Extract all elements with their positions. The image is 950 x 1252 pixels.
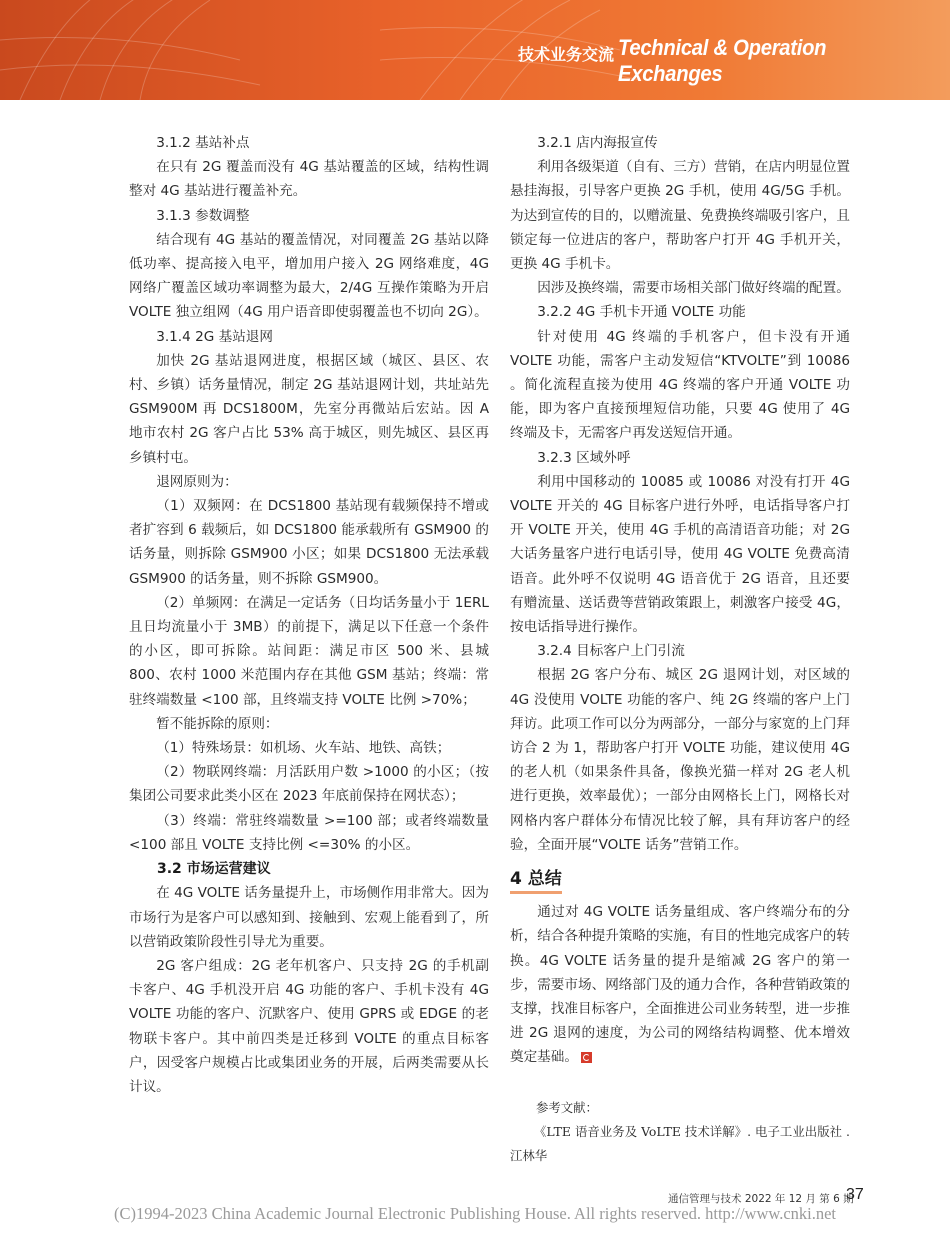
section-heading-4: 4 总结 bbox=[510, 867, 562, 894]
page-number: 37 bbox=[846, 1186, 864, 1203]
paragraph: 利用中国移动的 10085 或 10086 对没有打开 4G VOLTE 开关的 4G 目标客户进行外呼，电话指导客户打开 VOLTE 开关，使用 4G 手机的高清语音功能；对 2G 大话务量客户进行电话引导，使用 4G VOLTE 免费高清语音。此外呼不仅说明 4G 语音优于 2G 语音，且还要有赠流量、送话费等营销政策跟上，刺激客户接受 4G，按电话指导进行操作。 bbox=[510, 473, 850, 636]
subheading-3-2-2: 3.2.2 4G 手机卡开通 VOLTE 功能 bbox=[537, 304, 746, 321]
footer-journal-info: 通信管理与技术 2022 年 12 月 第 6 期 bbox=[668, 1193, 854, 1205]
section-heading-3-2: 3.2 市场运营建议 bbox=[157, 861, 271, 878]
paragraph: 因涉及换终端，需要市场相关部门做好终端的配置。 bbox=[537, 280, 850, 297]
paragraph: 暂不能拆除的原则： bbox=[156, 715, 279, 732]
section-label-en: Technical & Operation Exchanges bbox=[618, 35, 827, 86]
subheading-3-2-1: 3.2.1 店内海报宣传 bbox=[537, 135, 658, 151]
subheading-3-2-3: 3.2.3 区域外呼 bbox=[537, 449, 631, 466]
paragraph: 退网原则为： bbox=[156, 473, 238, 490]
subheading-3-1-2: 3.1.2 基站补点 bbox=[156, 135, 250, 151]
paragraph: 在只有 2G 覆盖而没有 4G 基站覆盖的区域，结构性调整对 4G 基站进行覆盖补充。 bbox=[129, 159, 489, 200]
paragraph: 结合现有 4G 基站的覆盖情况，对同覆盖 2G 基站以降低功率、提高接入电平，增加用户接入 2G 网络难度，4G 网络广覆盖区域功率调整为最大，2/4G 互操作策略为开启 VOLTE 独立组网（4G 用户语音即使弱覆盖也不切向 2G）。 bbox=[129, 231, 489, 321]
section-label-cn: 技术业务交流 bbox=[518, 45, 615, 64]
paragraph: 加快 2G 基站退网进度，根据区域（城区、县区、农村、乡镇）话务量情况，制定 2G 基站退网计划，共址站先 GSM900M 再 DCS1800M，先室分再微站后宏站。因 A 地市农村 2G 客户占比 53% 高于城区，则先城区、县区再乡镇村屯。 bbox=[129, 352, 489, 466]
end-of-article-icon bbox=[581, 1052, 592, 1063]
subheading-3-2-4: 3.2.4 目标客户上门引流 bbox=[537, 643, 685, 660]
left-column bbox=[129, 131, 489, 1099]
list-item: （2）单频网：在满足一定话务（日均话务量小于 1ERL 且日均流量小于 3MB）的前提下，满足以下任意一个条件的小区，即可拆除。站间距：满足市区 500 米、县城 800、农村 1000 米范围内存在其他 GSM 基站；终端：常驻终端数量 <100 部，且终端支持 VOLTE 比例 >70%； bbox=[129, 594, 489, 708]
list-item: （3）终端：常驻终端数量 >=100 部；或者终端数量 <100 部且 VOLTE 支持比例 <=30% 的小区。 bbox=[129, 812, 489, 853]
list-item: （1）特殊场景：如机场、火车站、地铁、高铁； bbox=[156, 740, 451, 757]
conclusion-text: 通过对 4G VOLTE 话务量组成、客户终端分布的分析，结合各种提升策略的实施，有目的性地完成客户的转换。4G VOLTE 话务量的提升是缩减 2G 客户的第一步，需要市场、网络部门及的通力合作，各种营销政策的支撑，找准目标客户，全面推进公司业务转型，进一步推进 2G 退网的速度，为公司的网络结构调整、优本增效奠定基础。 bbox=[510, 904, 850, 1066]
list-item: （1）双频网：在 DCS1800 基站现有载频保持不增或者扩容到 6 载频后，如 DCS1800 能承载所有 GSM900 的话务量，则拆除 GSM900 小区；如果 DCS1800 无法承载 GSM900 的话务量，则不拆除 GSM900。 bbox=[129, 498, 489, 587]
copyright-watermark: (C)1994-2023 China Academic Journal Electronic Publishing House. All rights reserved. http://www.cnki.net bbox=[113, 1204, 837, 1223]
right-column bbox=[510, 131, 850, 1168]
conclusion-paragraph bbox=[510, 900, 850, 1069]
references bbox=[510, 1096, 850, 1168]
reference-item: 《LTE 语音业务及 VoLTE 技术详解》. 电子工业出版社 . 江林华 bbox=[510, 1123, 850, 1163]
paragraph: 针对使用 4G 终端的手机客户，但卡没有开通 VOLTE 功能，需客户主动发短信“KTVOLTE”到 10086 。简化流程直接为使用 4G 终端的客户开通 VOLTE 功能，即为客户直接预埋短信功能，只要 4G 使用了 4G 终端及卡，无需客户再发送短信开通。 bbox=[510, 328, 850, 442]
paragraph: 利用各级渠道（自有、三方）营销，在店内明显位置悬挂海报，引导客户更换 2G 手机，使用 4G/5G 手机。为达到宣传的目的，以赠流量、免费换终端吸引客户，且锁定每一位进店的客户，帮助客户打开 4G 手机开关，更换 4G 手机卡。 bbox=[510, 159, 850, 273]
paragraph: 根据 2G 客户分布、城区 2G 退网计划，对区域的 4G 没使用 VOLTE 功能的客户、纯 2G 终端的客户上门拜访。此项工作可以分为两部分，一部分与家宽的上门拜访合 2 为 1，帮助客户打开 VOLTE 功能，建议使用 4G 的老人机（如果条件具备，像换光猫一样对 2G 老人机进行更换，效率最优）；一部分由网格长上门，网格长对网格内客户群体分布情况比较了解，具有拜访客户的经验，全面开展“VOLTE 话务”营销工作。 bbox=[510, 667, 850, 853]
header-band bbox=[0, 0, 950, 100]
subheading-3-1-3: 3.1.3 参数调整 bbox=[156, 207, 250, 224]
references-title: 参考文献： bbox=[536, 1099, 598, 1115]
list-item: （2）物联网终端：月活跃用户数 >1000 的小区；（按集团公司要求此类小区在 2023 年底前保持在网状态）； bbox=[129, 764, 489, 805]
paragraph: 2G 客户组成：2G 老年机客户、只支持 2G 的手机副卡客户、4G 手机没开启 4G 功能的客户、手机卡没有 4G VOLTE 功能的客户、沉默客户、使用 GPRS 或 EDGE 的老物联卡客户。其中前四类是迁移到 VOLTE 的重点目标客户，因受客户规模占比或集团业务的开展，后两类需要从长计议。 bbox=[129, 957, 489, 1095]
paragraph: 在 4G VOLTE 话务量提升上，市场侧作用非常大。因为市场行为是客户可以感知到、接触到、宏观上能看到了，所以营销政策阶段性引导尤为重要。 bbox=[129, 885, 489, 950]
subheading-3-1-4: 3.1.4 2G 基站退网 bbox=[156, 328, 273, 345]
